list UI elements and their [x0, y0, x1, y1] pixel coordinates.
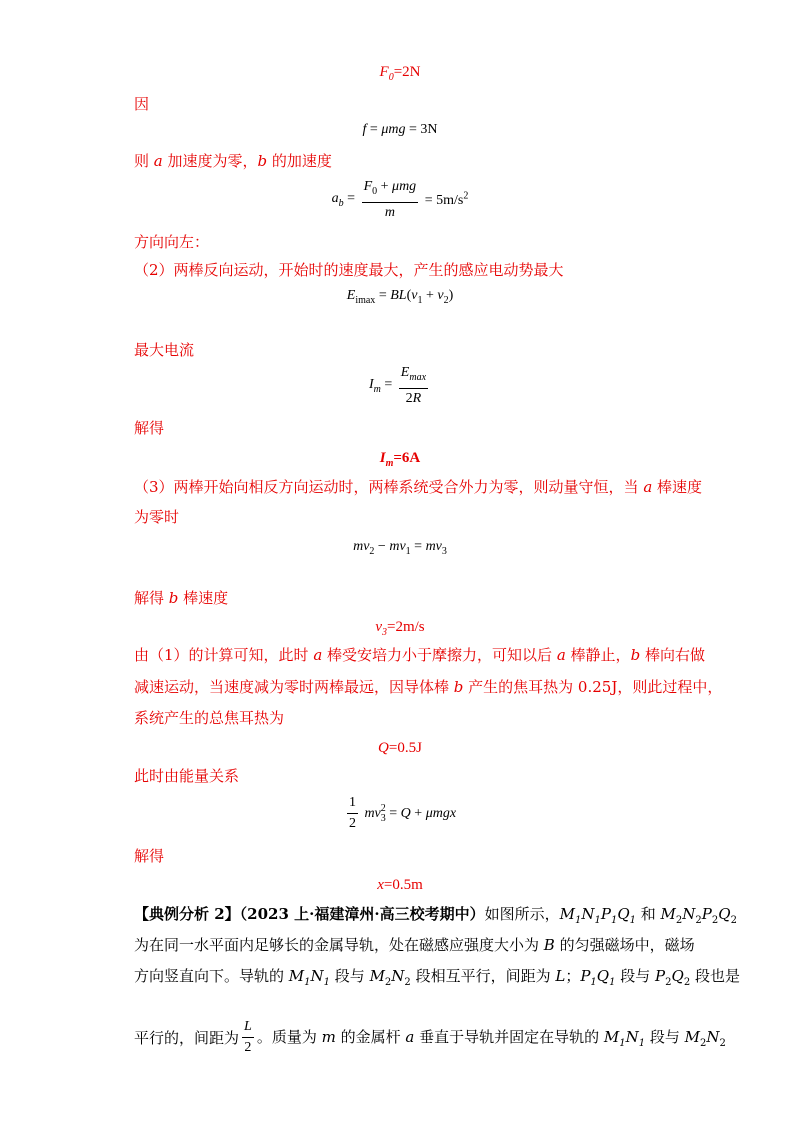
text-solve-b: 解得 b 棒速度	[134, 589, 229, 607]
text-solve-3: 解得	[134, 847, 165, 865]
current-result: $I_m=6A$	[379, 450, 421, 469]
distance-result: x=0.5m	[377, 877, 423, 893]
momentum-equation: $mv_2 - mv_1 = mv_3$	[353, 539, 447, 557]
current-max-equation: $I_m$ = $\frac{E_{max}}{2R}$	[368, 365, 427, 406]
energy-equation: $\frac{1}{2}$ $mv_3^2 = Q + \mu mgx$	[348, 795, 457, 831]
example-2-line-1: 【典例分析 2】（2023 上·福建漳州·高三校考期中）如图所示，$M_1N_1P_1Q_1$ 和 $M_2N_2P_2Q_2$	[134, 905, 737, 926]
text-para-3: 系统产生的总焦耳热为	[134, 709, 285, 727]
heat-result: Q=0.5J	[378, 740, 422, 756]
emf-max-equation: $E_{imax} = BL(v_1 + v_2)$	[346, 288, 454, 306]
text-direction-left: 方向向左：	[134, 233, 210, 251]
text-energy: 此时由能量关系	[134, 767, 240, 785]
text-part2: （2）两棒反向运动，开始时的速度最大，产生的感应电动势最大	[134, 261, 564, 279]
velocity-result: $v_3=2m/s$	[375, 619, 425, 638]
example-2-line-4: 平行的，间距为 $\frac{L}{2}$ 。质量为 m 的金属杆 a 垂直于导轨并固定在导轨的 $M_1N_1$ 段与 $M_2N_2$	[134, 1019, 726, 1055]
text-para-1: 由（1）的计算可知，此时 a 棒受安培力小于摩擦力，可知以后 a 棒静止，b 棒向右做	[134, 646, 705, 664]
acceleration-b-equation: $a_b$ = $\frac{F_0 + \mu mg}{m}$ = $5m/s^2$	[331, 179, 469, 220]
example-2-line-3: 方向竖直向下。导轨的 $M_1N_1$ 段与 $M_2N_2$ 段相互平行，间距为 L；$P_1Q_1$ 段与 $P_2Q_2$ 段也是	[134, 967, 740, 988]
text-max-current: 最大电流	[134, 341, 195, 359]
text-para-2: 减速运动，当速度减为零时两棒最远，因导体棒 b 产生的焦耳热为 0.25J，则此过程中，	[134, 678, 723, 696]
f0-result: $F_0=2N$	[379, 64, 421, 83]
text-yin: 因	[134, 95, 150, 113]
text-part3-line2: 为零时	[134, 508, 180, 526]
example-source: （2023 上·福建漳州·高三校考期中）	[239, 905, 485, 923]
text-part3-line1: （3）两棒开始向相反方向运动时，两棒系统受合外力为零，则动量守恒，当 a 棒速度	[134, 478, 703, 496]
example-2-line-2: 为在同一水平面内足够长的金属导轨，处在磁感应强度大小为 B 的匀强磁场中，磁场	[134, 936, 695, 954]
text-solve-1: 解得	[134, 419, 165, 437]
text-a-zero: 则 a 加速度为零，b 的加速度	[134, 152, 332, 170]
friction-equation: f = μmg = 3N	[362, 122, 438, 137]
example-label: 【典例分析 2】	[134, 905, 240, 923]
